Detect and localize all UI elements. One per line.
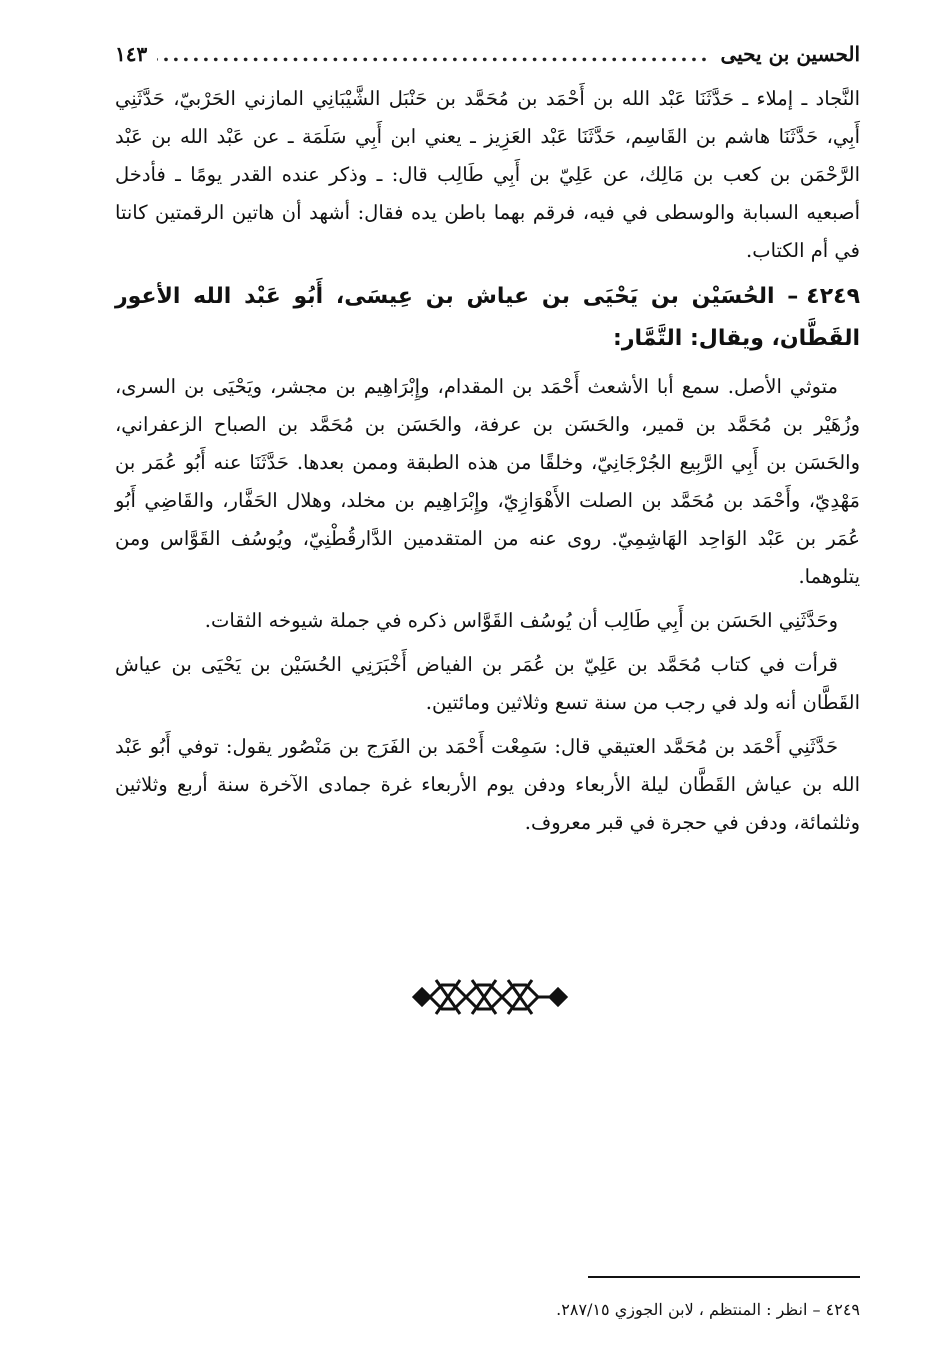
running-title: الحسين بن يحيى: [720, 42, 860, 66]
main-text: [115, 80, 860, 842]
page-number: ١٤٣: [115, 42, 148, 66]
paragraph-death: حَدَّثَنِي أَحْمَد بن مُحَمَّد العتيقي قال: سَمِعْت أَحْمَد بن الفَرَج بن مَنْصُور يقول: توفي أَبُو عَبْد الله بن عياش القَطَّان ليلة الأربعاء ودفن يوم الأربعاء غرة جمادى الآخرة سنة أربع وثلاثين وثلثمائة، ودفن في حجرة في قبر معروف.: [115, 735, 860, 834]
decorative-separator-icon: [410, 976, 570, 1018]
entry-heading: [115, 276, 860, 360]
paragraph-continuation: النَّجاد ـ إملاء ـ حَدَّثَنَا عَبْد الله بن أَحْمَد بن مُحَمَّد بن حَنْبَل الشَّيْبَانِي المازني الحَرْبيّ، حَدَّثَنِي أَبِي، حَدَّثَنَا هاشم بن القَاسِم، حَدَّثَنَا عَبْد العَزِيز ـ يعني ابن أَبِي سَلَمَة ـ عن عَبْد الله بن عَبْد الرَّحْمَن بن كعب بن مَالِك، عن عَلِيّ بن أَبِي طَالِب قال: ـ وذكر عنده القدر يومًا ـ فأدخل أصبعيه السبابة والوسطى في فيه، فرقم بهما باطن يده فقال: أشهد أن هاتين الرقمتين كانتا في أم الكتاب.: [115, 87, 860, 262]
paragraph-birth: قرأت في كتاب مُحَمَّد بن عَلِيّ بن عُمَر بن الفياض أَخْبَرَنِي الحُسَيْن بن يَحْيَى بن عياش القَطَّان أنه ولد في رجب من سنة تسع وثلاثين ومائتين.: [115, 653, 860, 714]
paragraph-trust: وحَدَّثَنِي الحَسَن بن أَبِي طَالِب أن يُوسُف القَوَّاس ذكره في جملة شيوخه الثقات.: [204, 609, 838, 632]
paragraph-biography: متوثي الأصل. سمع أبا الأشعث أَحْمَد بن المقدام، وإِبْرَاهِيم بن مجشر، ويَحْيَى بن السرى، وزُهَيْر بن مُحَمَّد بن قمير، والحَسَن بن عرفة، والحَسَن بن مُحَمَّد بن الصباح الزعفراني، والحَسَن بن أَبِي الرَّبِيع الجُرْجَانِيّ، وخلقًا من هذه الطبقة وممن بعدها. حَدَّثَنَا عنه أَبُو عُمَر بن مَهْدِيّ، وأَحْمَد بن مُحَمَّد بن الصلت الأَهْوَازِيّ، وإِبْرَاهِيم بن مخلد، وهلال الحَفَّار، والقَاضِي أَبُو عُمَر بن عَبْد الوَاحِد الهَاشِمِيّ. روى عنه من المتقدمين الدَّارقُطْنِيّ، ويُوسُف القَوَّاس ومن يتلوهما.: [115, 375, 860, 588]
footnote-divider: [588, 1276, 860, 1278]
leader-dots: [157, 42, 710, 66]
running-header: [115, 34, 860, 74]
entry-title: – الحُسَيْن بن يَحْيَى بن عياش بن عِيسَى، أَبُو عَبْد الله الأعور القَطَّان، ويقال: التَّمَّار:: [115, 284, 860, 351]
entry-number: ٤٢٤٩: [806, 284, 860, 309]
footnote: ٤٢٤٩ – انظر : المنتظم ، لابن الجوزي ٢٨٧/١٥.: [556, 1300, 860, 1319]
